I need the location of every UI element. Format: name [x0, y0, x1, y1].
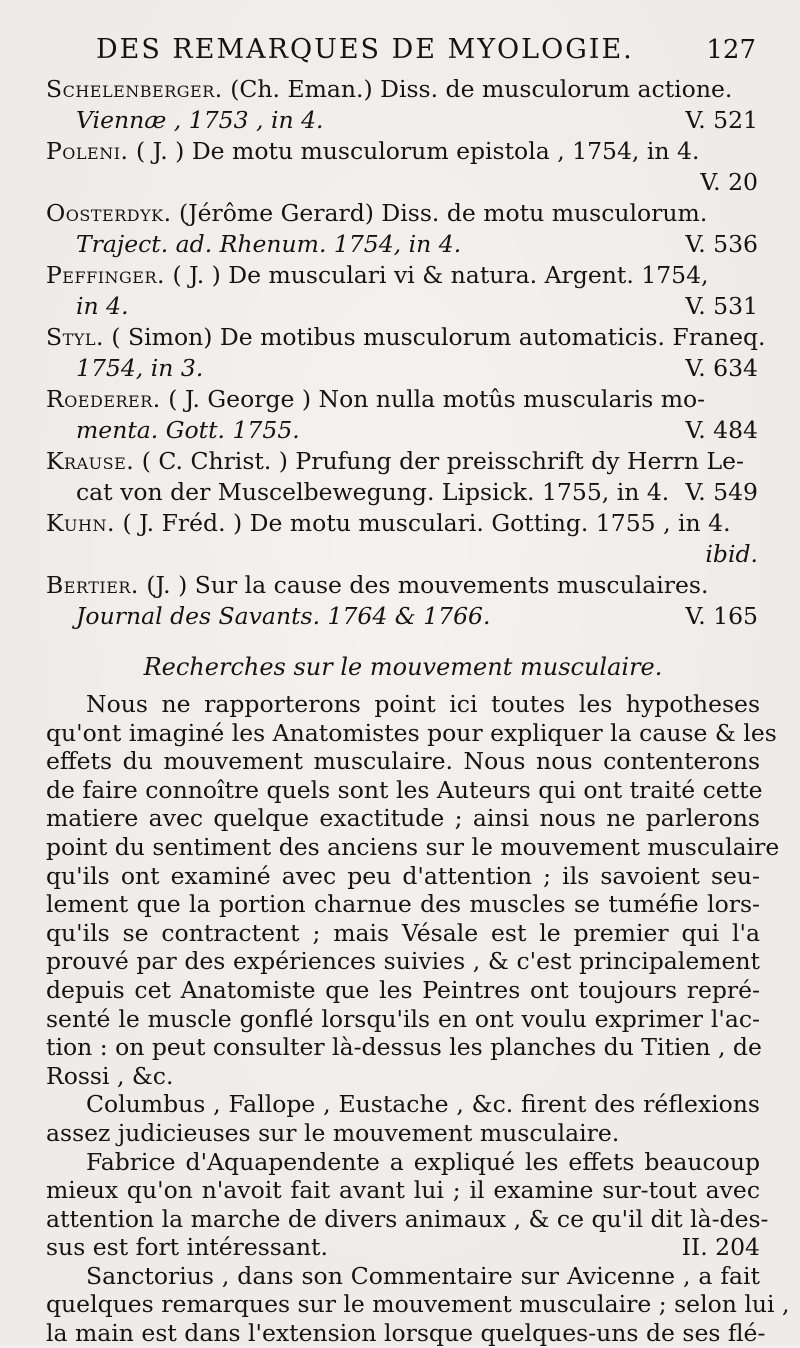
bib-author: Bertier. [46, 571, 139, 599]
bib-ref: V. 634 [685, 354, 758, 382]
bib-entry-schelenberger [46, 74, 760, 136]
bib-imprint: 1754, in 3. [76, 354, 204, 382]
bib-author: Styl. [46, 323, 104, 351]
para-line: la main est dans l'extension lorsque quelques-uns de ses flé- [46, 1319, 766, 1348]
bib-entry-bertier [46, 570, 760, 632]
paragraph-hypotheses [46, 690, 780, 1090]
paragraph-sanctorius [46, 1261, 790, 1348]
para-line: Rossi , &c. [46, 1061, 174, 1090]
paragraph-columbus [46, 1090, 760, 1147]
bib-line [46, 136, 760, 167]
bib-line [46, 260, 760, 291]
para-line: tion : on peut consulter là-dessus les planches du Titien , de [46, 1033, 762, 1062]
bib-line [46, 322, 766, 353]
bib-line [46, 74, 760, 105]
bib-line [46, 508, 760, 539]
para-line: point du sentiment des anciens sur le mouvement musculaire [46, 832, 780, 861]
running-head [96, 34, 760, 70]
bib-text: ( J. George ) Non nulla motûs muscularis mo- [160, 385, 706, 413]
para-line: qu'ils ont examiné avec peu d'attention ; ils savoient seu- [46, 861, 760, 890]
para-line-text: sus est fort intéressant. [46, 1233, 328, 1262]
para-line: matiere avec quelque exactitude ; ainsi nous ne parlerons [46, 804, 760, 833]
bib-line [46, 353, 760, 384]
bib-entry-poleni [46, 136, 760, 198]
bib-imprint: Viennæ , 1753 , in 4. [76, 106, 324, 134]
para-line [46, 1233, 760, 1262]
para-line: Sanctorius , dans son Commentaire sur Avicenne , a fait [86, 1261, 760, 1290]
running-head-title: DES REMARQUES DE MYOLOGIE. [96, 34, 634, 65]
bib-entry-krause [46, 446, 760, 508]
bib-line [46, 167, 760, 198]
bib-entry-oosterdyk [46, 198, 760, 260]
para-line: Columbus , Fallope , Eustache , &c. firent des réflexions [86, 1090, 760, 1119]
bib-line [46, 384, 760, 415]
bib-line [46, 105, 760, 136]
bib-ref: V. 521 [685, 106, 758, 134]
bib-author: Krause. [46, 447, 135, 475]
bib-text: ( J. Fréd. ) De motu musculari. Gotting. 1755 , in 4. [114, 509, 731, 537]
bib-line [46, 477, 760, 508]
page-number: 127 [706, 35, 756, 65]
para-line: attention la marche de divers animaux , & ce qu'il dit là-des- [46, 1204, 769, 1233]
bib-ref: ibid. [705, 540, 758, 568]
bib-line [46, 229, 760, 260]
bib-line [46, 415, 760, 446]
para-line: depuis cet Anatomiste que les Peintres ont toujours repré- [46, 975, 760, 1004]
bib-imprint: in 4. [76, 292, 129, 320]
bib-line [46, 601, 760, 632]
bib-imprint: menta. Gott. 1755. [76, 416, 300, 444]
bib-text: (Jérôme Gerard) Diss. de motu musculorum. [171, 199, 708, 227]
bib-author: Roederer. [46, 385, 161, 413]
bib-ref: V. 484 [685, 416, 758, 444]
bib-text: (Ch. Eman.) Diss. de musculorum actione. [222, 75, 733, 103]
para-line: qu'ont imaginé les Anatomistes pour expliquer la cause & les [46, 718, 777, 747]
bib-ref: V. 536 [685, 230, 758, 258]
bib-line [46, 291, 760, 322]
para-line: effets du mouvement musculaire. Nous nous contenterons [46, 747, 760, 776]
bib-author: Peffinger. [46, 261, 165, 289]
para-line: quelques remarques sur le mouvement musculaire ; selon lui , [46, 1290, 790, 1319]
bib-ref: V. 549 [685, 478, 758, 506]
bib-author: Poleni. [46, 137, 129, 165]
para-line: de faire connoître quels sont les Auteurs qui ont traité cette [46, 775, 763, 804]
bib-author: Kuhn. [46, 509, 115, 537]
bib-ref: V. 165 [685, 602, 758, 630]
para-line: Fabrice d'Aquapendente a expliqué les effets beaucoup [86, 1147, 760, 1176]
para-line: senté le muscle gonflé lorsqu'ils en ont voulu exprimer l'ac- [46, 1004, 760, 1033]
bib-line [46, 198, 760, 229]
bib-text: ( J. ) De motu musculorum epistola , 1754, in 4. [128, 137, 700, 165]
para-line: lement que la portion charnue des muscles se tuméfie lors- [46, 890, 760, 919]
para-line: Nous ne rapporterons point ici toutes les hypotheses [86, 690, 760, 718]
bib-ref: V. 20 [700, 168, 758, 196]
bib-text: ( J. ) De musculari vi & natura. Argent. 1754, [165, 261, 709, 289]
bib-author: Schelenberger. [46, 75, 223, 103]
para-line: assez judicieuses sur le mouvement musculaire. [46, 1118, 620, 1147]
bib-text: (J. ) Sur la cause des mouvements musculaires. [138, 571, 709, 599]
bib-entry-roederer [46, 384, 760, 446]
bib-imprint: cat von der Muscelbewegung. Lipsick. 1755, in 4. [76, 478, 670, 506]
para-line: mieux qu'on n'avoit fait avant lui ; il examine sur-tout avec [46, 1176, 760, 1205]
bib-imprint: Journal des Savants. 1764 & 1766. [76, 602, 491, 630]
bib-line [46, 539, 760, 570]
bib-entry-styl [46, 322, 766, 384]
bib-text: ( Simon) De motibus musculorum automaticis. Franeq. [103, 323, 766, 351]
section-title: Recherches sur le mouvement musculaire. [143, 653, 663, 681]
para-line: qu'ils se contractent ; mais Vésale est le premier qui l'a [46, 918, 760, 947]
bib-text: ( C. Christ. ) Prufung der preisschrift dy Herrn Le- [134, 447, 744, 475]
bib-line [46, 570, 760, 601]
bib-line [46, 446, 760, 477]
bib-entry-peffinger [46, 260, 760, 322]
bib-entry-kuhn [46, 508, 760, 570]
para-ref: II. 204 [681, 1233, 760, 1262]
bib-ref: V. 531 [685, 292, 758, 320]
bib-imprint: Traject. ad. Rhenum. 1754, in 4. [76, 230, 462, 258]
paragraph-fabrice [46, 1147, 769, 1262]
bib-author: Oosterdyk. [46, 199, 172, 227]
para-line: prouvé par des expériences suivies , & c'est principalement [46, 947, 760, 976]
